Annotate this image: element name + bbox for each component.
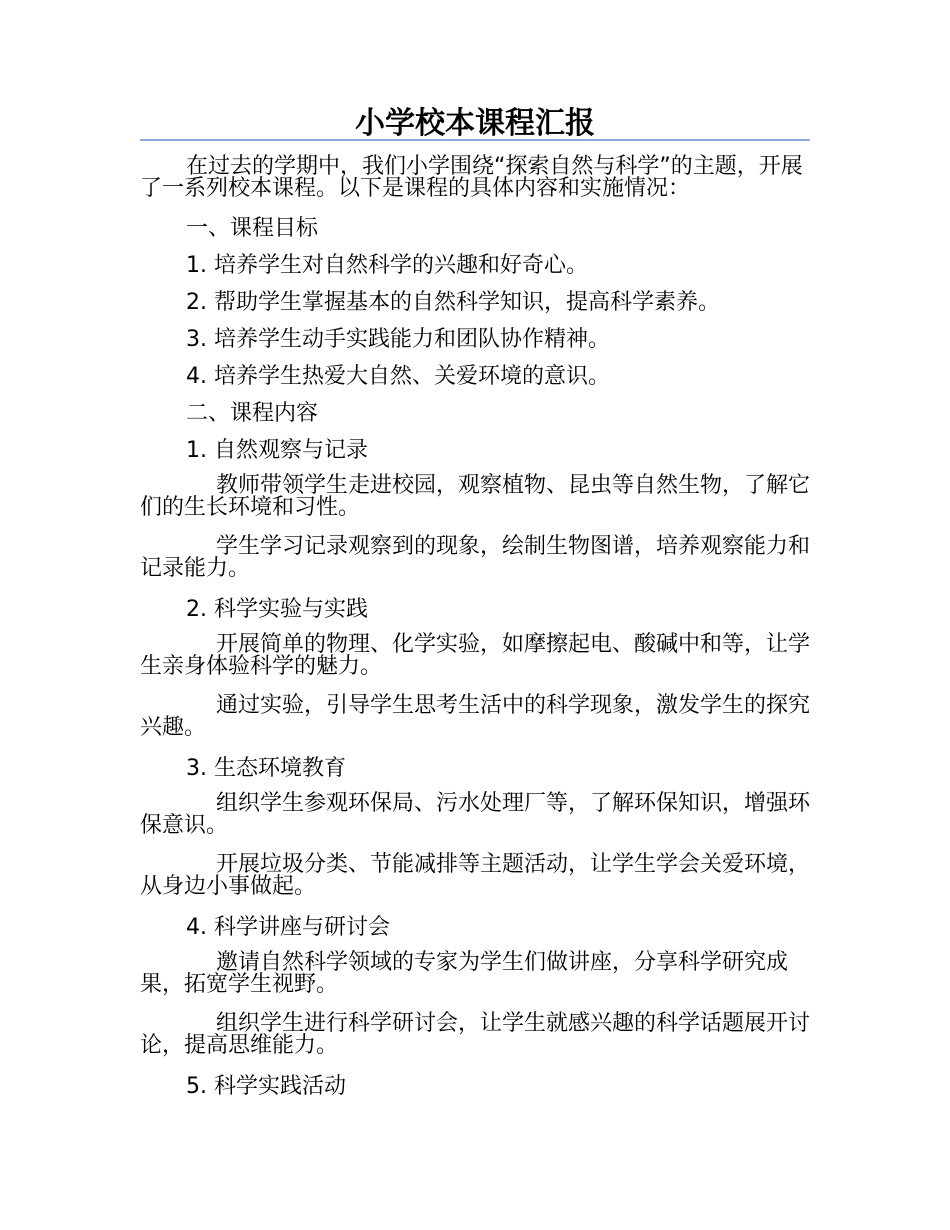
body-paragraph: 通过实验，引导学生思考生活中的科学现象，激发学生的探究兴趣。 (140, 693, 811, 740)
body-paragraph: 邀请自然科学领域的专家为学生们做讲座，分享科学研究成果，拓宽学生视野。 (140, 950, 789, 997)
title-underline (140, 139, 810, 141)
body-paragraph: 学生学习记录观察到的现象，绘制生物图谱，培养观察能力和记录能力。 (140, 534, 811, 581)
goal-item: 3. 培养学生动手实践能力和团队协作精神。 (186, 327, 610, 352)
subsection-heading: 2. 科学实验与实践 (186, 597, 368, 622)
section-heading-content: 二、课程内容 (186, 401, 319, 426)
subsection-heading: 1. 自然观察与记录 (186, 438, 368, 463)
body-paragraph: 开展垃圾分类、节能减排等主题活动，让学生学会关爱环境，从身边小事做起。 (140, 852, 811, 899)
section-heading-goals: 一、课程目标 (186, 216, 319, 241)
goal-item: 4. 培养学生热爱大自然、关爱环境的意识。 (186, 364, 610, 389)
subsection-heading: 4. 科学讲座与研讨会 (186, 915, 390, 940)
document-body (140, 156, 810, 1111)
body-paragraph: 组织学生进行科学研讨会，让学生就感兴趣的科学话题展开讨论，提高思维能力。 (140, 1011, 811, 1058)
page-title: 小学校本课程汇报 (355, 106, 595, 141)
body-paragraph: 组织学生参观环保局、污水处理厂等，了解环保知识，增强环保意识。 (140, 791, 811, 838)
intro-paragraph: 在过去的学期中，我们小学围绕“探索自然与科学”的主题，开展了一系列校本课程。以下是课程的具体内容和实施情况： (140, 154, 803, 201)
body-paragraph: 教师带领学生走进校园，观察植物、昆虫等自然生物，了解它们的生长环境和习性。 (140, 473, 811, 520)
goal-item: 2. 帮助学生掌握基本的自然科学知识，提高科学素养。 (186, 290, 720, 315)
subsection-heading: 5. 科学实践活动 (186, 1074, 346, 1099)
goal-item: 1. 培养学生对自然科学的兴趣和好奇心。 (186, 253, 588, 278)
body-paragraph: 开展简单的物理、化学实验，如摩擦起电、酸碱中和等，让学生亲身体验科学的魅力。 (140, 632, 811, 679)
subsection-heading: 3. 生态环境教育 (186, 756, 346, 781)
